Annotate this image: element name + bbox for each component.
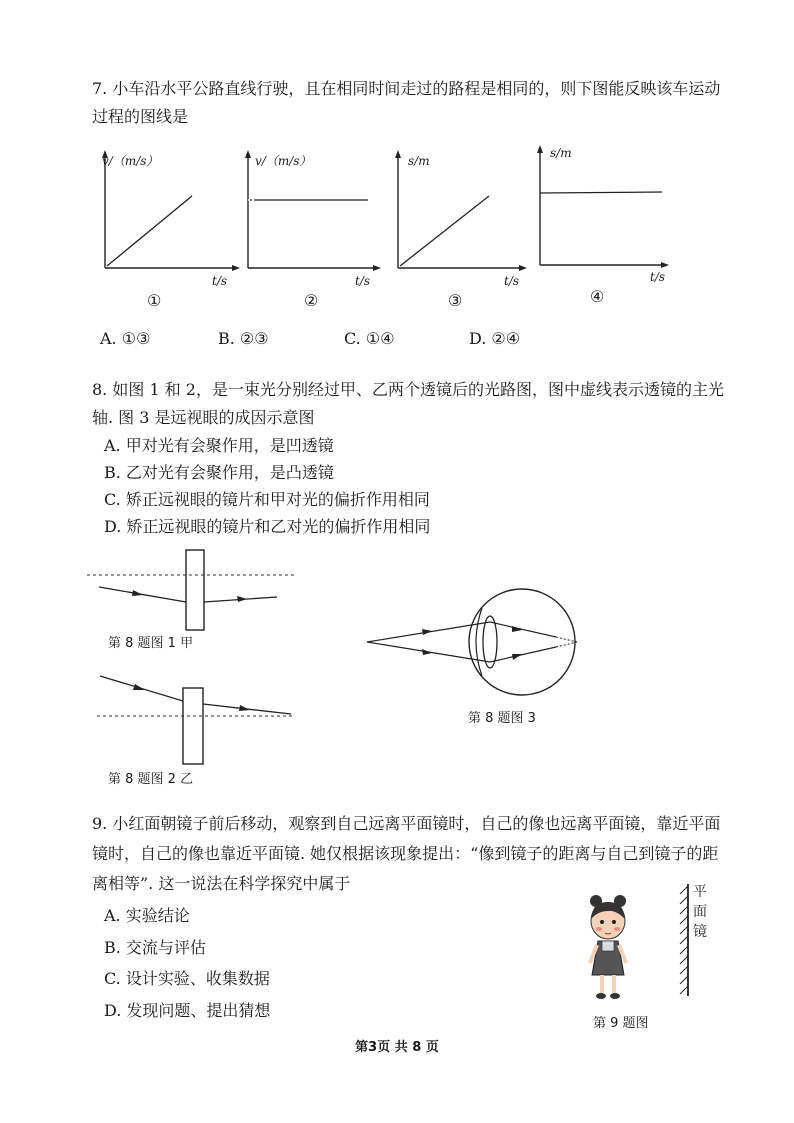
q8-option-b: B. 乙对光有会聚作用，是凸透镜 [104, 463, 334, 482]
q9-option-c: C. 设计实验、收集数据 [104, 969, 270, 988]
q7-stem-line2: 过程的图线是 [92, 107, 189, 126]
q7-graph-3-ylabel: s/m [408, 154, 430, 168]
q9-stem-line1: 9. 小红面朝镜子前后移动，观察到自己远离平面镜时，自己的像也远离平面镜，靠近平面 [92, 814, 721, 833]
q7-graph-1 [95, 150, 235, 280]
q9-option-a: A. 实验结论 [104, 906, 190, 925]
q7-graph-4-number: ④ [590, 287, 605, 306]
q8-stem-line1: 8. 如图 1 和 2，是一束光分别经过甲、乙两个透镜后的光路图，图中虚线表示透镜的主光 [92, 380, 724, 399]
q7-graph-1-number: ① [147, 291, 162, 310]
q7-graph-2-ylabel: v/（m/s） [255, 154, 312, 168]
q9-stem-line2: 镜时，自己的像也靠近平面镜. 她仅根据该现象提出：“像到镜子的距离与自己到镜子的距 [92, 844, 719, 863]
q8-option-c: C. 矫正远视眼的镜片和甲对光的偏折作用相同 [104, 490, 430, 509]
q7-graph-3-number: ③ [448, 291, 463, 310]
q8-option-a: A. 甲对光有会聚作用，是凹透镜 [104, 436, 334, 455]
q7-graph-4-ylabel: s/m [550, 146, 572, 160]
q9-plane-mirror [674, 882, 690, 998]
q9-figure-caption: 第 9 题图 [593, 1016, 649, 1031]
q9-mirror-label [692, 882, 708, 942]
q7-graph-4 [530, 145, 670, 275]
q8-option-d: D. 矫正远视眼的镜片和乙对光的偏折作用相同 [104, 517, 431, 536]
q8-figure-1-caption: 第 8 题图 1 甲 [108, 636, 194, 651]
q9-option-b: B. 交流与评估 [104, 938, 206, 957]
q8-figure-2-caption: 第 8 题图 2 乙 [108, 772, 194, 787]
q8-stem-line2: 轴. 图 3 是远视眼的成因示意图 [92, 408, 315, 427]
q7-graph-2 [238, 150, 378, 280]
q7-graph-2-number: ② [304, 291, 319, 310]
q9-mirror-label-char-1: 平 [693, 884, 707, 900]
q8-figure-3-eye [362, 588, 592, 698]
q8-figure-3-caption: 第 8 题图 3 [468, 711, 536, 726]
q9-stem-line3: 离相等”. 这一说法在科学探究中属于 [92, 874, 351, 893]
q7-graph-4-xlabel: t/s [650, 270, 666, 284]
q7-graph-1-ylabel: v/（m/s） [102, 154, 159, 168]
q7-option-b: B. ②③ [218, 329, 269, 348]
q9-mirror-label-char-2: 面 [693, 904, 707, 920]
q7-stem-line1: 7. 小车沿水平公路直线行驶，且在相同时间走过的路程是相同的，则下图能反映该车运动 [92, 79, 721, 98]
q7-graph-1-xlabel: t/s [212, 274, 228, 288]
q7-option-c: C. ①④ [344, 329, 395, 348]
q8-figure-2-lens-yi [95, 670, 300, 770]
q9-girl-illustration [580, 893, 640, 1003]
page-footer: 第3页 共 8 页 [355, 1040, 439, 1055]
q9-mirror-label-char-3: 镜 [693, 924, 707, 940]
q8-figure-1-lens-jia [85, 545, 300, 635]
q7-graph-2-xlabel: t/s [355, 274, 371, 288]
q9-option-d: D. 发现问题、提出猜想 [104, 1001, 271, 1020]
q7-option-a: A. ①③ [100, 329, 151, 348]
q7-graph-3-xlabel: t/s [504, 274, 520, 288]
q7-option-d: D. ②④ [469, 329, 521, 348]
q7-graph-3 [388, 150, 528, 280]
